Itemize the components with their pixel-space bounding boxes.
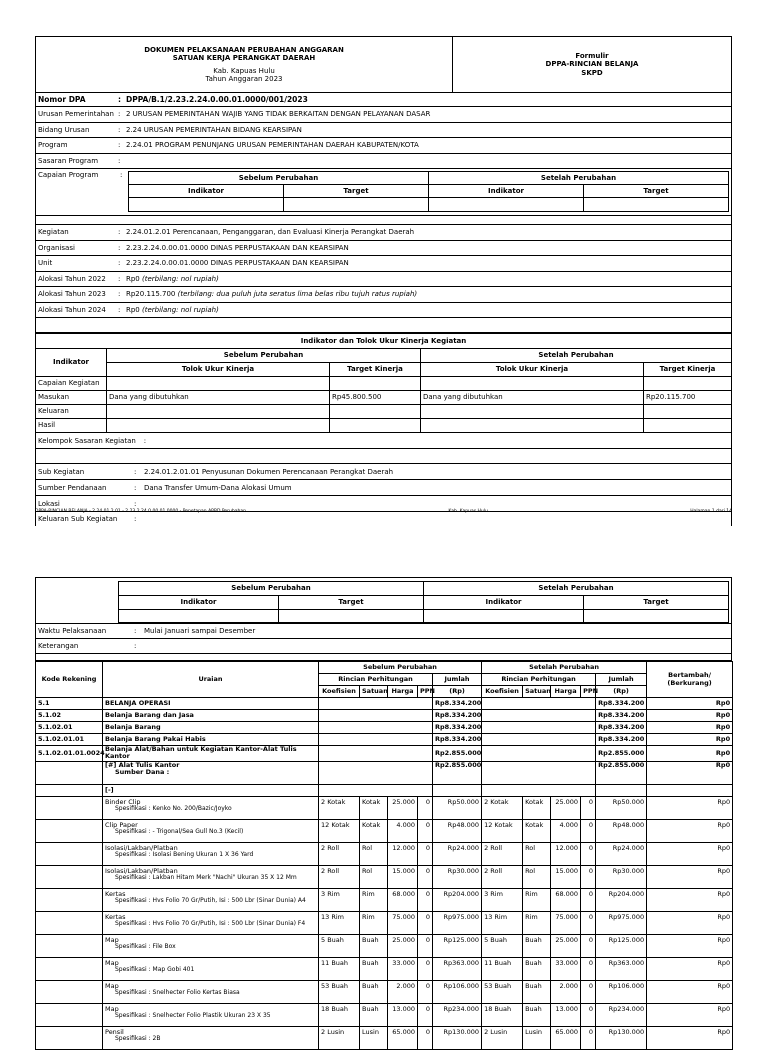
jumlah-before: Rp8.334.200: [433, 698, 482, 710]
info-organisasi: Organisasi : 2.23.2.24.0.00.01.0000 DINAS PERPUSTAKAAN DAN KEARSIPAN: [35, 241, 732, 257]
jumlah-before: Rp8.334.200: [433, 734, 482, 746]
item-rows: [36, 796, 733, 1049]
jumlah-before: Rp2.855.000: [433, 746, 482, 762]
item-row: Map Spesifikasi : File Box 5 Buah Buah 25.000 0 Rp125.000 5 Buah Buah 25.000 0 Rp125.000 Rp0: [36, 934, 733, 957]
document-header: [35, 36, 732, 93]
footer-center: Kab. Kapuas Hulu: [448, 509, 488, 514]
capaian-continued: Sebelum Perubahan Setelah Perubahan Indikator Target Indikator Target: [35, 577, 732, 624]
item-row: Map Spesifikasi : Snelhecter Folio Kertas Biasa 53 Buah Buah 2.000 0 Rp106.000 53 Buah Buah 2.000 0 Rp106.000 Rp0: [36, 980, 733, 1003]
account-rows: [36, 698, 733, 762]
jumlah-before: Rp8.334.200: [433, 722, 482, 734]
dppa-page-2: [35, 577, 732, 1050]
selisih: Rp0: [647, 698, 733, 710]
kinerja-row: Keluaran: [36, 405, 732, 419]
item-row: Clip Paper Spesifikasi : - Trigonal/Sea Gull No.3 (Kecil) 12 Kotak Kotak 4.000 0 Rp48.000 12 Kotak Kotak 4.000 0 Rp48.000 Rp0: [36, 819, 733, 842]
uraian: Belanja Barang dan Jasa: [103, 710, 319, 722]
jumlah-after: Rp8.334.200: [596, 698, 647, 710]
item-uraian: Map Spesifikasi : Snelhecter Folio Kertas Biasa: [103, 980, 319, 1003]
alokasi-2022: Alokasi Tahun 2022 : Rp0 (terbilang: nol rupiah): [35, 272, 732, 288]
info-program: Program : 2.24.01 PROGRAM PENUNJANG URUSAN PEMERINTAHAN DAERAH KABUPATEN/KOTA: [35, 138, 732, 154]
info-bidang: Bidang Urusan : 2.24 URUSAN PEMERINTAHAN BIDANG KEARSIPAN: [35, 123, 732, 139]
kode-rekening: 5.1.02.01.01.0024: [36, 746, 103, 762]
group-header: [#] Alat Tulis Kantor Sumber Dana :: [103, 761, 319, 784]
footer-page: Halaman 1 dari 14: [690, 509, 732, 514]
doc-title-line1: DOKUMEN PELAKSANAAN PERUBAHAN ANGGARAN: [144, 46, 344, 55]
sumber-pendanaan-row: Sumber Pendanaan : Dana Transfer Umum-Dana Alokasi Umum: [35, 480, 732, 496]
uraian: Belanja Barang Pakai Habis: [103, 734, 319, 746]
kode-rekening: 5.1.02: [36, 710, 103, 722]
capaian-program-block: Capaian Program : Sebelum Perubahan Setelah Perubahan Indikator Target Indikator Target: [35, 169, 732, 216]
keterangan-row: Keterangan :: [35, 639, 732, 654]
kinerja-table: Indikator dan Tolok Ukur Kinerja Kegiatan Indikator Sebelum Perubahan Setelah Perubahan Tolok Ukur Kinerja Target Kinerja Tolok Ukur Kinerja Target Kinerja Capaian Kegiatan Masukan Dana yang dibutuhkan Rp45.800.500 Dana yang dibutuhkan Rp20.115.700 Keluaran Hasil: [35, 333, 732, 433]
dppa-page-1: [35, 36, 732, 526]
kinerja-row: Hasil: [36, 419, 732, 433]
nomor-dpa-row: Nomor DPA : DPPA/B.1/2.23.2.24.0.00.01.0000/001/2023: [35, 93, 732, 107]
item-row: Map Spesifikasi : Snelhecter Folio Plastik Ukuran 23 X 35 18 Buah Buah 13.000 0 Rp234.000 18 Buah Buah 13.000 0 Rp234.000 Rp0: [36, 1003, 733, 1026]
item-uraian: Map Spesifikasi : File Box: [103, 934, 319, 957]
doc-title-line2: SATUAN KERJA PERANGKAT DAERAH: [172, 54, 316, 63]
form-unit: SKPD: [581, 68, 603, 77]
kinerja-row: Capaian Kegiatan: [36, 377, 732, 391]
account-row: [36, 722, 733, 734]
kelompok-sasaran-row: Kelompok Sasaran Kegiatan :: [35, 433, 732, 449]
item-uraian: Kertas Spesifikasi : Hvs Folio 70 Gr/Putih, Isi : 500 Lbr (Sinar Dunia) F4: [103, 911, 319, 934]
item-uraian: Isolasi/Lakban/Platban Spesifikasi : Isolasi Bening Ukuran 1 X 36 Yard: [103, 842, 319, 865]
selisih: Rp0: [647, 734, 733, 746]
uraian: BELANJA OPERASI: [103, 698, 319, 710]
item-uraian: Binder Clip Spesifikasi : Kenko No. 200/Bazic/Joyko: [103, 796, 319, 819]
item-uraian: Map Spesifikasi : Snelhecter Folio Plastik Ukuran 23 X 35: [103, 1003, 319, 1026]
kode-rekening: 5.1: [36, 698, 103, 710]
selisih: Rp0: [647, 722, 733, 734]
selisih: Rp0: [647, 746, 733, 762]
item-uraian: Kertas Spesifikasi : Hvs Folio 70 Gr/Putih, Isi : 500 Lbr (Sinar Dunia) A4: [103, 888, 319, 911]
kinerja-row: Masukan Dana yang dibutuhkan Rp45.800.500 Dana yang dibutuhkan Rp20.115.700: [36, 391, 732, 405]
item-row: Isolasi/Lakban/Platban Spesifikasi : Lakban Hitam Merk "Nachi" Ukuran 35 X 12 Mm 2 Roll Rol 15.000 0 Rp30.000 2 Roll Rol 15.000 0 Rp30.000 Rp0: [36, 865, 733, 888]
item-uraian: Pensil Spesifikasi : 2B: [103, 1026, 319, 1049]
jumlah-after: Rp2.855.000: [596, 746, 647, 762]
item-row: Kertas Spesifikasi : Hvs Folio 70 Gr/Putih, Isi : 500 Lbr (Sinar Dunia) F4 13 Rim Rim 75.000 0 Rp975.000 13 Rim Rim 75.000 0 Rp975.000 Rp0: [36, 911, 733, 934]
info-urusan: Urusan Pemerintahan : 2 URUSAN PEMERINTAHAN WAJIB YANG TIDAK BERKAITAN DENGAN PELAYANAN DASAR: [35, 107, 732, 123]
item-row: Kertas Spesifikasi : Hvs Folio 70 Gr/Putih, Isi : 500 Lbr (Sinar Dunia) A4 3 Rim Rim 68.000 0 Rp204.000 3 Rim Rim 68.000 0 Rp204.000 Rp0: [36, 888, 733, 911]
lokasi-row: Lokasi :: [35, 496, 732, 512]
alokasi-2024: Alokasi Tahun 2024 : Rp0 (terbilang: nol rupiah): [35, 303, 732, 319]
kode-rekening: 5.1.02.01: [36, 722, 103, 734]
form-label: Formulir: [575, 52, 609, 61]
jumlah-after: Rp8.334.200: [596, 734, 647, 746]
jumlah-before: Rp8.334.200: [433, 710, 482, 722]
account-row: [36, 746, 733, 762]
selisih: Rp0: [647, 710, 733, 722]
capaian-label: Capaian Program: [38, 171, 99, 179]
item-row: Binder Clip Spesifikasi : Kenko No. 200/Bazic/Joyko 2 Kotak Kotak 25.000 0 Rp50.000 2 Kotak Kotak 25.000 0 Rp50.000 Rp0: [36, 796, 733, 819]
footer-left: DPPA-RINCIAN BELANJA - 2.24.01.2.01 - 2.23.2.24.0.00.01.0000 - Penetapan APBD Perubahan: [35, 509, 246, 514]
kode-rekening: 5.1.02.01.01: [36, 734, 103, 746]
info-kegiatan: Kegiatan : 2.24.01.2.01 Perencanaan, Penganggaran, dan Evaluasi Kinerja Perangkat Daerah: [35, 225, 732, 241]
kinerja-title: Indikator dan Tolok Ukur Kinerja Kegiatan: [36, 334, 732, 349]
info-unit: Unit : 2.23.2.24.0.00.01.0000 DINAS PERPUSTAKAAN DAN KEARSIPAN: [35, 256, 732, 272]
account-row: [36, 734, 733, 746]
nomor-dpa-label: Nomor DPA: [38, 95, 86, 104]
account-row: [36, 698, 733, 710]
jumlah-after: Rp8.334.200: [596, 722, 647, 734]
capaian-table: Sebelum Perubahan Setelah Perubahan Indikator Target Indikator Target: [128, 171, 729, 212]
sub-kegiatan-row: Sub Kegiatan : 2.24.01.2.01.01 Penyusunan Dokumen Perencanaan Perangkat Daerah: [35, 464, 732, 480]
keluaran-sub-row: Keluaran Sub Kegiatan :: [35, 512, 732, 526]
jumlah-after: Rp8.334.200: [596, 710, 647, 722]
doc-year: Tahun Anggaran 2023: [205, 74, 283, 83]
group-dash: [-]: [103, 784, 319, 796]
alokasi-2023: Alokasi Tahun 2023 : Rp20.115.700 (terbilang: dua puluh juta seratus lima belas ribu tujuh ratus rupiah): [35, 287, 732, 303]
item-uraian: Clip Paper Spesifikasi : - Trigonal/Sea Gull No.3 (Kecil): [103, 819, 319, 842]
item-uraian: Map Spesifikasi : Map Gobi 401: [103, 957, 319, 980]
form-name: DPPA-RINCIAN BELANJA: [545, 60, 639, 69]
info-sasaran: Sasaran Program :: [35, 154, 732, 170]
waktu-row: Waktu Pelaksanaan : Mulai Januari sampai Desember: [35, 624, 732, 639]
uraian: Belanja Barang: [103, 722, 319, 734]
account-row: [36, 710, 733, 722]
rincian-table: Kode Rekening Uraian Sebelum Perubahan Setelah Perubahan Bertambah/ (Berkurang) Rincian Perhitungan Jumlah Rincian Perhitungan Jumlah Koefisien Satuan Harga PPN (Rp) Koefisien Satuan Harga PPN (Rp) 5.1 BELANJA OPERASI Rp8.334.200 Rp8.334.200 Rp0 5.1.02 Belanja Barang dan Jasa Rp8.334.200 Rp8.334.200 Rp0 5.1.02.01 Belanja Barang Rp8.334.200 Rp8.334.200 Rp0 5.1.02.01.01 Belanja Barang Pakai Habis Rp8.334.200 Rp8.334.200 Rp0 5.1.02.01.01.0024 Belanja Alat/Bahan untuk Kegiatan Kantor-Alat Tulis Kantor Rp2.855.000 Rp2.855.000 Rp0 [#] Alat Tulis Kantor Sumber Dana : Rp2.855.000 Rp2.855.000 Rp0 [-] Binder Clip Spesifikasi : Kenko No. 200/Bazic/Joyko 2 Kotak Kotak 25.000 0 Rp50.000 2 Kotak Kotak 25.000 0 Rp50.000 Rp0 Clip Paper Spesifikasi : - Trigonal/Sea Gull No.3 (Kecil) 12 Kotak Kotak 4.000 0 Rp48.000 12 Kotak Kotak 4.000 0 Rp48.000 Rp0 Isolasi/Lakban/Platban Spesifikasi : Isolasi Bening Ukuran 1 X 36 Yard 2 Roll Rol 12.000 0 Rp24.000 2 Roll Rol 12.000 0 Rp24.000 Rp0 Isolasi/Lakban/Platban Spesifikasi : Lakban Hitam Merk "Nachi" Ukuran 35 X 12 Mm 2 Roll Rol 15.000 0 Rp30.000 2 Roll Rol 15.000 0 Rp30.000 Rp0 Kertas Spesifikasi : Hvs Folio 70 Gr/Putih, Isi : 500 Lbr (Sinar Dunia) A4 3 Rim Rim 68.000 0 Rp204.000 3 Rim Rim 68.000 0 Rp204.000 Rp0 Kertas Spesifikasi : Hvs Folio 70 Gr/Putih, Isi : 500 Lbr (Sinar Dunia) F4 13 Rim Rim 75.000 0 Rp975.000 13 Rim Rim 75.000 0 Rp975.000 Rp0 Map Spesifikasi : File Box 5 Buah Buah 25.000 0 Rp125.000 5 Buah Buah 25.000 0 Rp125.000 Rp0 Map Spesifikasi : Map Gobi 401 11 Buah Buah 33.000 0 Rp363.000 11 Buah Buah 33.000 0 Rp363.000 Rp0 Map Spesifikasi : Snelhecter Folio Kertas Biasa 53 Buah Buah 2.000 0 Rp106.000 53 Buah Buah 2.000 0 Rp106.000 Rp0 Map Spesifikasi : Snelhecter Folio Plastik Ukuran 23 X 35 18 Buah Buah 13.000 0 Rp234.000 18 Buah Buah 13.000 0 Rp234.000 Rp0 Pensil Spesifikasi : 2B 2 Lusin Lusin 65.000 0 Rp130.000 2 Lusin Lusin 65.000 0 Rp130.000 Rp0: [35, 661, 733, 1050]
doc-region: Kab. Kapuas Hulu: [213, 66, 275, 75]
item-row: Pensil Spesifikasi : 2B 2 Lusin Lusin 65.000 0 Rp130.000 2 Lusin Lusin 65.000 0 Rp130.000 Rp0: [36, 1026, 733, 1049]
nomor-dpa-value: DPPA/B.1/2.23.2.24.0.00.01.0000/001/2023: [126, 95, 308, 104]
item-row: Map Spesifikasi : Map Gobi 401 11 Buah Buah 33.000 0 Rp363.000 11 Buah Buah 33.000 0 Rp363.000 Rp0: [36, 957, 733, 980]
page-footer: [35, 509, 732, 514]
item-uraian: Isolasi/Lakban/Platban Spesifikasi : Lakban Hitam Merk "Nachi" Ukuran 35 X 12 Mm: [103, 865, 319, 888]
uraian: Belanja Alat/Bahan untuk Kegiatan Kantor-Alat Tulis Kantor: [103, 746, 319, 762]
item-row: Isolasi/Lakban/Platban Spesifikasi : Isolasi Bening Ukuran 1 X 36 Yard 2 Roll Rol 12.000 0 Rp24.000 2 Roll Rol 12.000 0 Rp24.000 Rp0: [36, 842, 733, 865]
